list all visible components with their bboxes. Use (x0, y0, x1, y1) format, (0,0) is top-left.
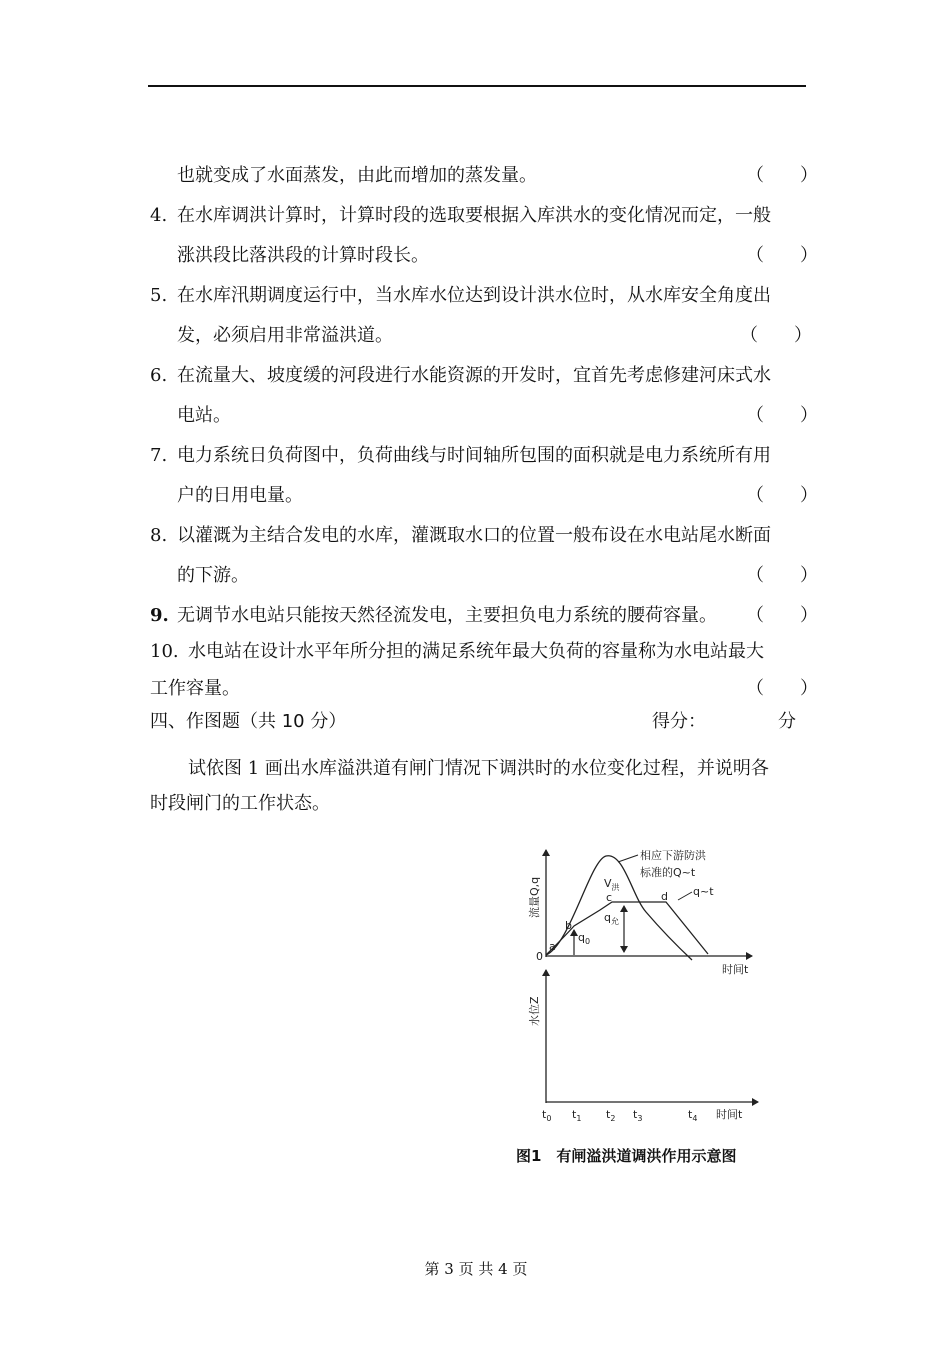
origin-label: 0 (536, 950, 543, 963)
item-10-line-2: 工作容量。 (150, 678, 240, 699)
question-line-2: 时段闸门的工作状态。 (150, 793, 330, 814)
item-4-answer-paren: （ ） (746, 245, 818, 266)
question-line-1: 试依图 1 画出水库溢洪道有闸门情况下调洪时的水位变化过程，并说明各 (188, 758, 769, 779)
item-8-number: 8. (150, 525, 168, 546)
figure-1-diagram (520, 840, 780, 1130)
item-6-line-1: 在流量大、坡度缓的河段进行水能资源的开发时，宜首先考虑修建河床式水 (177, 365, 771, 386)
q-allowed-label: $q_允$ (604, 911, 619, 926)
item-9-line-1: 无调节水电站只能按天然径流发电，主要担负电力系统的腰荷容量。 (177, 605, 717, 626)
item-4-number: 4. (150, 205, 168, 226)
item-7-line-2: 户的日用电量。 (177, 485, 303, 506)
top-y-label: 流量Q,q (528, 876, 541, 918)
item-9-answer-paren: （ ） (746, 605, 818, 626)
item-10-number: 10. (150, 641, 179, 662)
item-5-answer-paren: （ ） (740, 325, 812, 346)
bottom-x-label: 时间t (716, 1108, 743, 1121)
bottom-y-label: 水位Z (528, 996, 541, 1026)
item-8-answer-paren: （ ） (746, 565, 818, 586)
outflow-qt-label: q~t (693, 885, 714, 898)
annotation-line-1: 相应下游防洪 (640, 849, 706, 862)
item-5-line-2: 发，必须启用非常溢洪道。 (177, 325, 393, 346)
item-5-number: 5. (150, 285, 168, 306)
q0-label: $q_0$ (578, 931, 591, 946)
point-b-label: b (565, 919, 572, 932)
header-rule (148, 85, 806, 87)
annot-leader-1 (618, 855, 638, 862)
tick-t4: $t_4$ (688, 1108, 698, 1123)
item-10-line-1: 水电站在设计水平年所分担的满足系统年最大负荷的容量称为水电站最大 (188, 641, 764, 662)
item-6-answer-paren: （ ） (746, 405, 818, 426)
item-7-line-1: 电力系统日负荷图中，负荷曲线与时间轴所包围的面积就是电力系统所有用 (177, 445, 771, 466)
item-7-answer-paren: （ ） (746, 485, 818, 506)
item-5-line-1: 在水库汛期调度运行中，当水库水位达到设计洪水位时，从水库安全角度出 (177, 285, 771, 306)
item-8-line-2: 的下游。 (177, 565, 249, 586)
page-footer: 第 3 页 共 4 页 (424, 1260, 528, 1278)
top-x-label: 时间t (722, 963, 749, 976)
point-c-label: c (606, 891, 613, 904)
item-3-answer-paren: （ ） (746, 165, 818, 186)
item-8-line-1: 以灌溉为主结合发电的水库，灌溉取水口的位置一般布设在水电站尾水断面 (177, 525, 771, 546)
item-10-answer-paren: （ ） (746, 678, 818, 699)
tick-t1: $t_1$ (572, 1108, 582, 1123)
section-title: 四、作图题（共 10 分） (150, 711, 347, 732)
tick-t2: $t_2$ (606, 1108, 616, 1123)
annot-leader-2 (678, 892, 692, 900)
annotation-line-2: 标准的Q~t (640, 866, 696, 879)
score-unit: 分 (778, 711, 796, 732)
v-flood-label: $V_洪$ (604, 877, 620, 892)
item-3-line-2: 也就变成了水面蒸发，由此而增加的蒸发量。 (177, 165, 537, 186)
item-6-line-2: 电站。 (177, 405, 231, 426)
item-7-number: 7. (150, 445, 168, 466)
item-6-number: 6. (150, 365, 168, 386)
item-4-line-2: 涨洪段比落洪段的计算时段长。 (177, 245, 429, 266)
point-d-label: d (661, 890, 668, 903)
point-a-label: a (549, 940, 556, 953)
tick-t3: $t_3$ (633, 1108, 643, 1123)
score-label: 得分： (652, 711, 706, 732)
figure-1-caption: 图1 有闸溢洪道调洪作用示意图 (516, 1147, 737, 1165)
item-4-line-1: 在水库调洪计算时，计算时段的选取要根据入库洪水的变化情况而定，一般 (177, 205, 771, 226)
tick-t0: $t_0$ (542, 1108, 552, 1123)
item-9-number: 9. (150, 605, 169, 626)
